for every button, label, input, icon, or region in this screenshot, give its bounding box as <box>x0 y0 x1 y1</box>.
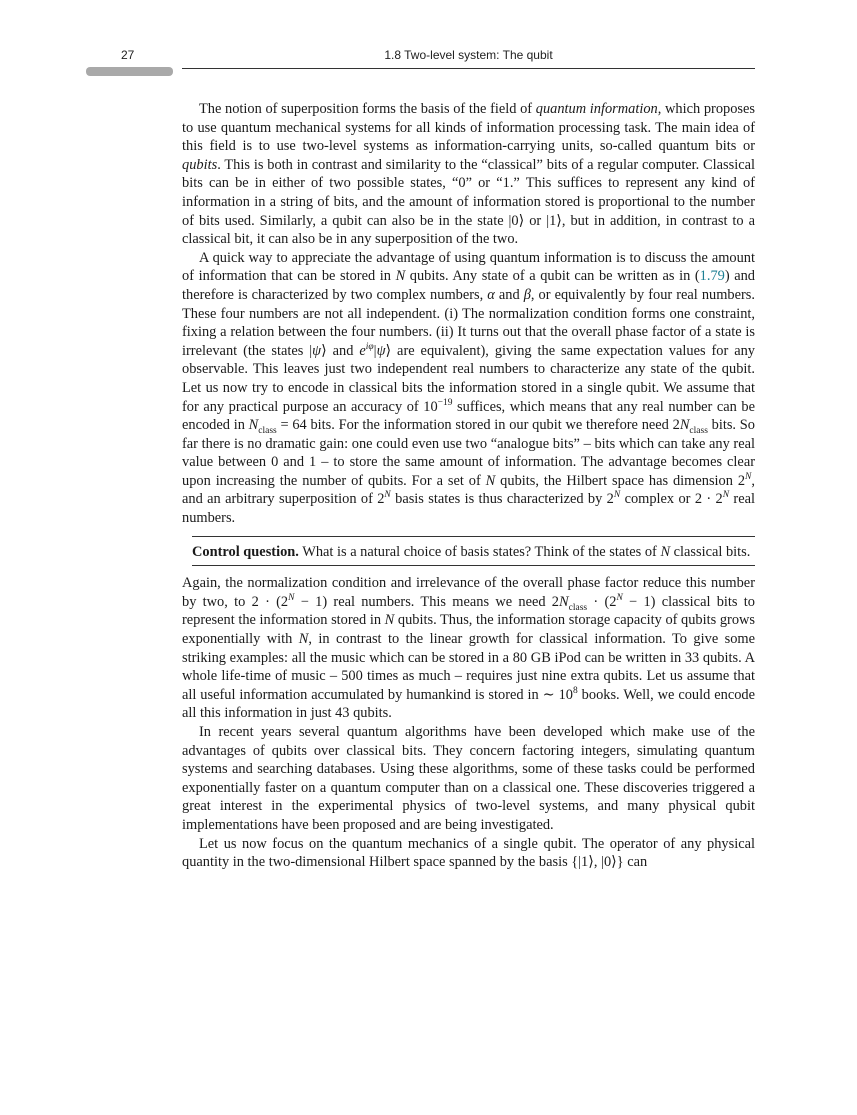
paragraph-superposition: The notion of superposition forms the basis of the field of quantum information, which proposes to use quantum mechanical systems for all kinds of information processing task. The main idea of this field is to use two-level systems as information-carrying units, so-called quantum bits or qubits. This is both in contrast and similarity to the “classical” bits of a regular computer. Classical bits can be in either of two possible states, “0” or “1.” This suffices to represent any kind of information in a string of bits, and the amount of information stored is proportional to the number of bits used. Similarly, a qubit can also be in the state |0⟩ or |1⟩, but in addition, in contrast to a classical bit, it can also be in any superposition of the two. <box>182 101 756 248</box>
control-question-box <box>192 536 755 567</box>
page-number: 27 <box>121 48 135 62</box>
margin-thumb-bar <box>86 67 173 76</box>
running-head: 1.8 Two-level system: The qubit <box>384 48 553 62</box>
paragraph-quantum-algorithms: In recent years several quantum algorithms have been developed which make use of the advantages of qubits over classical bits. They concern factoring integers, simulating quantum systems and searching databases. Using these algorithms, some of these tasks could be performed exponentially faster on a quantum computer than on a classical one. These discoveries triggered a great interest in the experimental physics of two-level systems, and many physical qubit implementations have been proposed and are being investigated. <box>182 724 755 833</box>
header-rule <box>182 68 755 69</box>
paragraph-single-qubit: Let us now focus on the quantum mechanics of a single qubit. The operator of any physical quantity in the two-dimensional Hilbert space spanned by the basis {|1⟩, |0⟩} can <box>182 835 755 871</box>
control-question-text: What is a natural choice of basis states? Think of the states of N classical bits. <box>302 543 751 560</box>
control-question-label: Control question. <box>192 543 299 560</box>
control-question <box>192 543 755 562</box>
paragraph-information-capacity: A quick way to appreciate the advantage of using quantum information is to discuss the amount of information that can be stored in N qubits. Any state of a qubit can be written as in (1.79) and therefore is characterized by two complex numbers, α and β, or equivalently by four real numbers. These four numbers are not all independent. (i) The normalization condition forms one constraint, fixing a relation between the four numbers. (ii) It turns out that the overall phase factor of a state is irrelevant (the states |ψ⟩ and $e^{i\varphi}|\psi⟩$ are equivalent), giving the same expectation values for any observable. This leaves just two independent real numbers to characterize any state of the qubit. Let us now try to encode in classical bits the information stored in a single qubit. We assume that for any practical purpose an accuracy of $10^{-19}$ suffices, which means that any real number can be encoded in $N_{class} = 64$ bits. For the information stored in our qubit we therefore need $2N_{class}$ bits. So far there is no dramatic gain: one could even use two “analogue bits” – bits which can take any real value between 0 and 1 – to store the same amount of information. The advantage becomes clear upon increasing the number of qubits. For a set of N qubits, the Hilbert space has dimension $2^N$, and an arbitrary superposition of $2^N$ basis states is thus characterized by $2^N$ complex or $2 \cdot 2^N$ real numbers. <box>182 249 756 527</box>
body-text <box>182 100 755 872</box>
paragraph-exponential-growth: Again, the normalization condition and irrelevance of the overall phase factor reduce this number by two, to $2 \cdot (2^N - 1)$ real numbers. This means we need $2N_{class} \cdot (2^N - 1)$ classical bits to represent the information stored in N qubits. Thus, the information storage capacity of qubits grows exponentially with N, in contrast to the linear growth for classical information. To give some striking examples: all the music which can be stored in a 80 GB iPod can be written in 33 qubits. A whole life-time of music – 500 times as much – requires just nine extra qubits. Let us assume that all useful information accumulated by humankind is stored in ∼ $10^8$ books. Well, we could encode all this information in just 43 qubits. <box>182 575 756 722</box>
